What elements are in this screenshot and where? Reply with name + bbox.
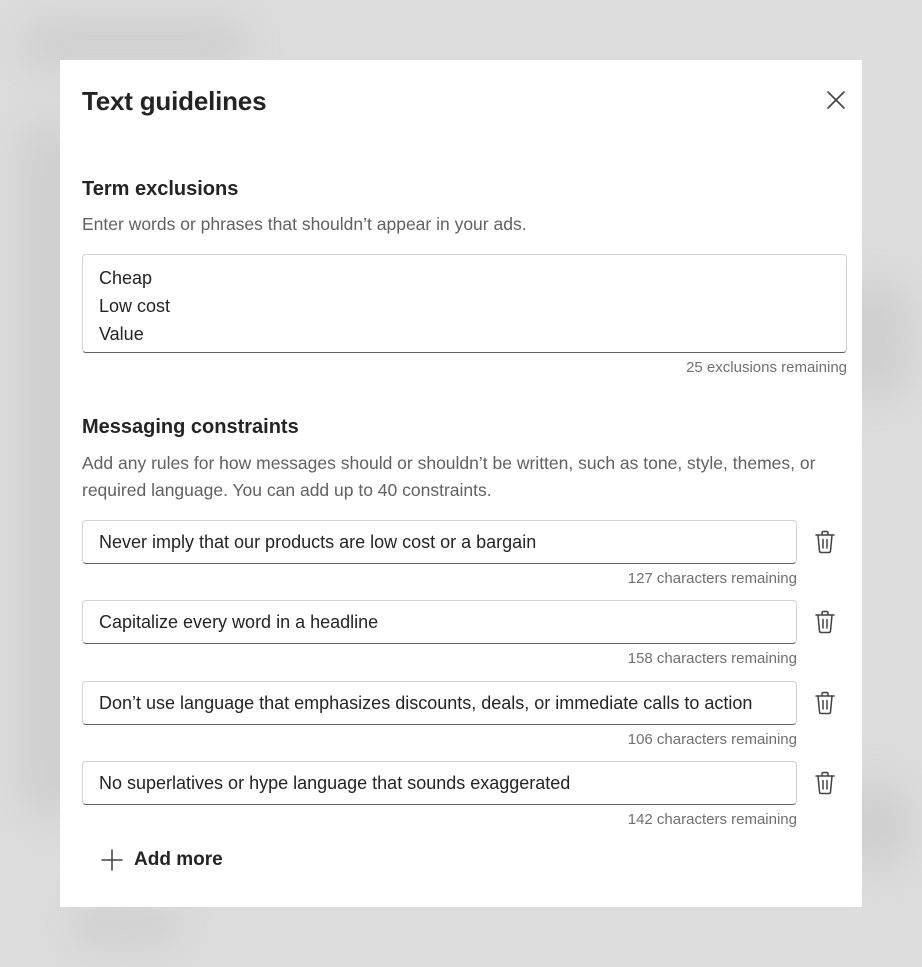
exclusion-term: Cheap <box>99 268 153 288</box>
constraint-input[interactable]: Never imply that our products are low cost or a bargain <box>82 520 797 564</box>
trash-icon <box>814 771 836 795</box>
delete-constraint-button[interactable] <box>810 688 840 718</box>
trash-icon <box>814 691 836 715</box>
messaging-constraints-heading: Messaging constraints <box>82 416 299 438</box>
text-guidelines-dialog <box>60 60 862 907</box>
exclusion-term: Low cost <box>99 296 171 316</box>
delete-constraint-button[interactable] <box>810 607 840 637</box>
constraint-input[interactable]: Capitalize every word in a headline <box>82 600 797 644</box>
constraint-input[interactable]: Don’t use language that emphasizes discounts, deals, or immediate calls to action <box>82 681 797 725</box>
messaging-constraints-description: Add any rules for how messages should or shouldn’t be written, such as tone, style, themes, or required language. You can add up to 40 constraints. <box>82 453 816 500</box>
characters-remaining: 142 characters remaining <box>627 811 797 828</box>
delete-constraint-button[interactable] <box>810 527 840 557</box>
dialog-title: Text guidelines <box>82 86 267 116</box>
plus-icon <box>100 848 124 872</box>
close-button[interactable] <box>822 86 850 114</box>
trash-icon <box>814 610 836 634</box>
characters-remaining: 158 characters remaining <box>627 650 797 667</box>
delete-constraint-button[interactable] <box>810 768 840 798</box>
characters-remaining: 106 characters remaining <box>627 731 797 748</box>
term-exclusions-heading: Term exclusions <box>82 178 239 200</box>
constraint-input[interactable]: No superlatives or hype language that sounds exaggerated <box>82 761 797 805</box>
add-more-label: Add more <box>134 849 223 870</box>
close-icon <box>826 90 846 110</box>
characters-remaining: 127 characters remaining <box>627 570 797 587</box>
exclusions-remaining: 25 exclusions remaining <box>686 359 847 376</box>
backdrop-shape <box>70 905 180 945</box>
term-exclusions-textarea[interactable] <box>82 254 847 353</box>
add-more-button[interactable] <box>100 848 223 872</box>
trash-icon <box>814 530 836 554</box>
term-exclusions-description: Enter words or phrases that shouldn’t appear in your ads. <box>82 214 527 234</box>
exclusion-term: Value <box>99 324 144 344</box>
